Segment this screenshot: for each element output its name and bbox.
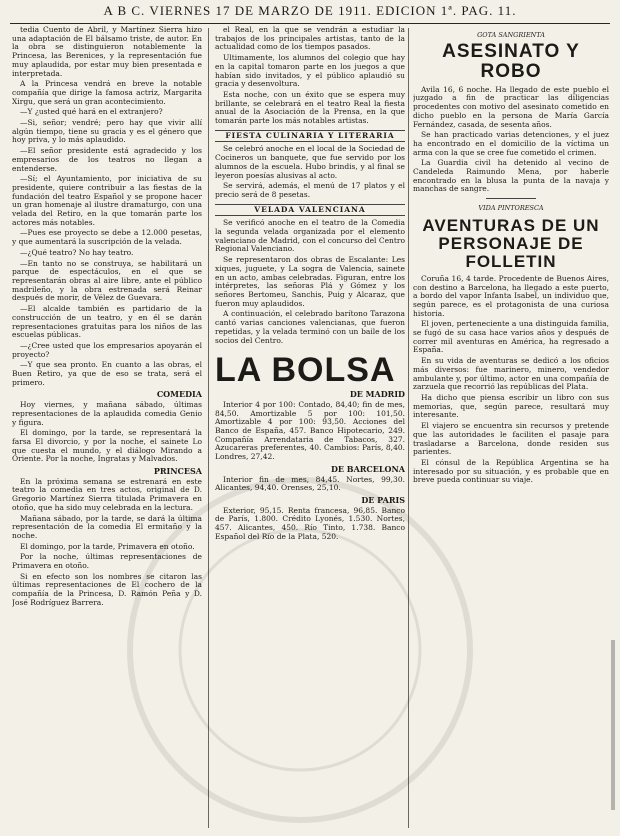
- article-paragraph: Mañana sábado, por la tarde, se dará la última representación de la comedia El ermitaño y la noche.: [12, 513, 202, 540]
- article-paragraph: Se han practicado varias detenciones, y el juez ha encontrado en el domicilio de la víctima un arma con la que se cree fue cometido el crimen.: [413, 130, 609, 157]
- article-paragraph: —Sí; el Ayuntamiento, por iniciativa de su presidente, quiere contribuir a las fiestas de la fundación del teatro Español y se propone hacer un gran homenaje al ilustre dramaturgo, con una velada del Retiro, en la que tomarán parte los actores más notables.: [12, 174, 202, 227]
- article-paragraph: —Pues ese proyecto se debe a 12.000 pesetas, y que aumentará la suscripción de la velada.: [12, 228, 202, 247]
- article-paragraph: Se representaron dos obras de Escalante: Les xiques, juguete, y La sogra de Valencia, sainete en un acto, ambas celebradas. Figuran, entre los intérpretes, las señoras Plá y Gómez y los señores Bertomeu, Sanchis, Puig y Alcaraz, que fueron muy aplaudidos.: [215, 255, 405, 308]
- article-paragraph: —Y que sea pronto. En cuanto a las obras, el Buen Retiro, ya que de eso se trata, será el primero.: [12, 360, 202, 387]
- article-paragraph: —El alcalde también es partidario de la construcción de un teatro, y en él se darán representaciones gratuitas para los niños de las escuelas públicas.: [12, 304, 202, 340]
- margin-mark: [609, 640, 617, 810]
- article-paragraph: Esta noche, con un éxito que se espera muy brillante, se celebrará en el teatro Real la fiesta anual de la Asociación de la Prensa, en la que tomarán parte los más notables artistas.: [215, 89, 405, 126]
- article-paragraph: Avila 16, 6 noche. Ha llegado de este pueblo el juzgado a fin de practicar las diligencias procedentes con motivo del asesinato cometido en dicho pueblo en la persona de María García Fernández, casada, de sesenta años.: [413, 84, 609, 129]
- article-paragraph: El cónsul de la República Argentina se ha interesado por su situación, y es probable que en breve pueda continuar su viaje.: [413, 457, 609, 485]
- page-header: A B C. VIERNES 17 DE MARZO DE 1911. EDICION 1ª. PAG. 11.: [103, 3, 517, 18]
- article-paragraph: Coruña 16, 4 tarde. Procedente de Buenos Aires, con destino a Barcelona, ha llegado a este puerto, a bordo del vapor Infanta Isabel, un individuo que, según parece, es el protagonista de una curiosa historia.: [413, 273, 609, 318]
- header-rule: [10, 23, 610, 24]
- section-heading: PRINCESA: [153, 466, 202, 477]
- market-label: DE PARIS: [361, 494, 405, 505]
- section-kicker: VIDA PINTORESCA: [478, 204, 544, 213]
- article-paragraph: —¿Cree usted que los empresarios apoyarán el proyecto?: [12, 340, 202, 359]
- article-paragraph: Se verificó anoche en el teatro de la Comedia la segunda velada organizada por el elemento valenciano de Madrid, con el concurso del Centro Regional Valenciano.: [215, 218, 405, 254]
- article-paragraph: El joven, perteneciente a una distinguida familia, se fugó de su casa hace varios años y después de correr mil aventuras en América, ha regresado a España.: [413, 319, 609, 355]
- column-divider: [408, 28, 409, 828]
- article-paragraph: —Si, señor; vendré; pero hay que vivir allí algún tiempo, tiene su gracia y es el género que hoy priva, y lo más aplaudido.: [12, 118, 202, 145]
- article-paragraph: —Y ¿usted qué hará en el extranjero?: [20, 107, 163, 117]
- article-paragraph: A la Princesa vendrá en breve la notable compañía que dirige la famosa actriz, Margarita Xirgu, que será un gran acontecimiento.: [12, 79, 202, 106]
- column-divider: [208, 28, 209, 828]
- section-heading: COMEDIA: [156, 389, 202, 400]
- article-paragraph: el Real, en la que se vendrán a estudiar la trabajos de los principales artistas, tanto de la actualidad como de los tiempos pasados.: [215, 26, 405, 52]
- article-paragraph: El domingo, por la tarde, se representará la farsa El divorcio, y por la noche, el sainete Lo que cuesta el mundo, y el diálogo Mirando a Oriente. Por la noche, Ingratas y Malvados.: [12, 428, 202, 464]
- article-paragraph: Si en efecto son los nombres se citaron las últimas representaciones de El cochero de la compañía de la Princesa, D. Ramón Peña y D. José Rodríguez Barrera.: [12, 571, 202, 607]
- section-kicker: GOTA SANGRIENTA: [477, 31, 545, 39]
- article-paragraph: En su vida de aventuras se dedicó a los oficios más diversos: fue marinero, minero, vendedor ambulante y, por último, actor en una compañía de zarzuela que recorrió las repúblicas del Plata.: [413, 356, 609, 392]
- divider: [486, 198, 536, 199]
- article-paragraph: —¿Qué teatro? No hay teatro.: [20, 247, 134, 257]
- article-paragraph: tedia Cuento de Abril, y Martínez Sierra hizo una adaptación de El bálsamo triste, de autor. En la obra se distinguieron notablemente la Princesa, las Berenices, y la representación fue muy aplaudida, por estar muy bien presentada e interpretada.: [12, 26, 202, 78]
- article-paragraph: Se celebró anoche en el local de la Sociedad de Cocineros un banquete, que fue servido por los alumnos de la escuela. Hubo brindis, y al final se leyeron poesías alusivas al acto.: [215, 144, 405, 180]
- market-quotes: Exterior, 95,15. Renta francesa, 96,85. Banco de París, 1.800. Crédito Lyonés, 1.530. Nortes, 457. Alicantes, 450. Río Tinto, 1.738. Banco Español del Río de la Plata, 520.: [215, 505, 405, 541]
- article-paragraph: En la próxima semana se estrenará en este teatro la comedia en tres actos, original de D. Gregorio Martínez Sierra titulada Primavera en otoño, que ha sido muy celebrada en la lectura.: [12, 476, 202, 512]
- article-paragraph: Hoy viernes, y mañana sábado, últimas representaciones de la aplaudida comedia Genio y figura.: [12, 400, 202, 427]
- article-paragraph: La Guardia civil ha detenido al vecino de Candeleda Raimundo Mena, por haberle encontrado en la blusa la punta de la navaja y manchas de sangre.: [413, 158, 609, 194]
- article-paragraph: Por la noche, últimas representaciones de Primavera en otoño.: [12, 552, 202, 571]
- market-quotes: Interior fin de mes, 84,45. Nortes, 99,30. Alicantes, 94,40. Orenses, 25,10.: [215, 474, 405, 493]
- article-paragraph: Ultimamente, los alumnos del colegio que hay en la capital tomaron parte en los juegos a que habían sido invitados, y el público aplaudió su gracia y desenvoltura.: [215, 53, 405, 89]
- column-2: [215, 26, 405, 832]
- article-paragraph: El viajero se encuentra sin recursos y pretende que las autoridades le faciliten el pasaje para trasladarse a Barcelona, donde residen sus parientes.: [413, 421, 609, 457]
- column-1: [12, 26, 202, 832]
- article-paragraph: Ha dicho que piensa escribir un libro con sus memorias, que, según parece, resultará muy interesante.: [413, 392, 609, 420]
- headline-aventuras: AVENTURAS DE UN PERSONAJE DE FOLLETIN: [422, 215, 600, 271]
- market-label: DE BARCELONA: [330, 463, 405, 474]
- headline-asesinato: ASESINATO Y ROBO: [442, 40, 580, 82]
- section-heading: VELADA VALENCIANA: [215, 204, 405, 217]
- article-paragraph: A continuación, el celebrado barítono Tarazona cantó varias canciones valencianas, que fueron repetidas, y la velada terminó con un baile de los socios del Centro.: [215, 309, 405, 345]
- article-paragraph: —En tanto no se construya, se habilitará un parque de espectáculos, en el que se representarán obras al aire libre, ante el público madrileño, y la obra estrenada será Reinar después de morir, de Vélez de Guevara.: [12, 258, 202, 303]
- article-paragraph: El domingo, por la tarde, Primavera en otoño.: [20, 541, 195, 551]
- market-label: DE MADRID: [349, 389, 405, 400]
- column-3: [413, 26, 609, 832]
- section-heading: FIESTA CULINARIA Y LITERARIA: [215, 130, 405, 143]
- article-paragraph: —El señor presidente está agradecido y los empresarios de los teatros no llegan a entenderse.: [12, 146, 202, 173]
- market-quotes: Interior 4 por 100: Contado, 84,40; fin de mes, 84,50. Amortizable 5 por 100: 101,50. Amortizable 4 por 100: 93,50. Acciones del Banco de España, 457. Banco Hipotecario, 249. Compañía Arrendataria de Tabacos, 327. Azucareras preferentes, 40. Cambios: París, 8,40. Londres, 27,42.: [215, 399, 405, 462]
- article-paragraph: Se servirá, además, el menú de 17 platos y el precio será de 8 pesetas.: [215, 181, 405, 199]
- bolsa-headline: LA BOLSA: [215, 351, 396, 390]
